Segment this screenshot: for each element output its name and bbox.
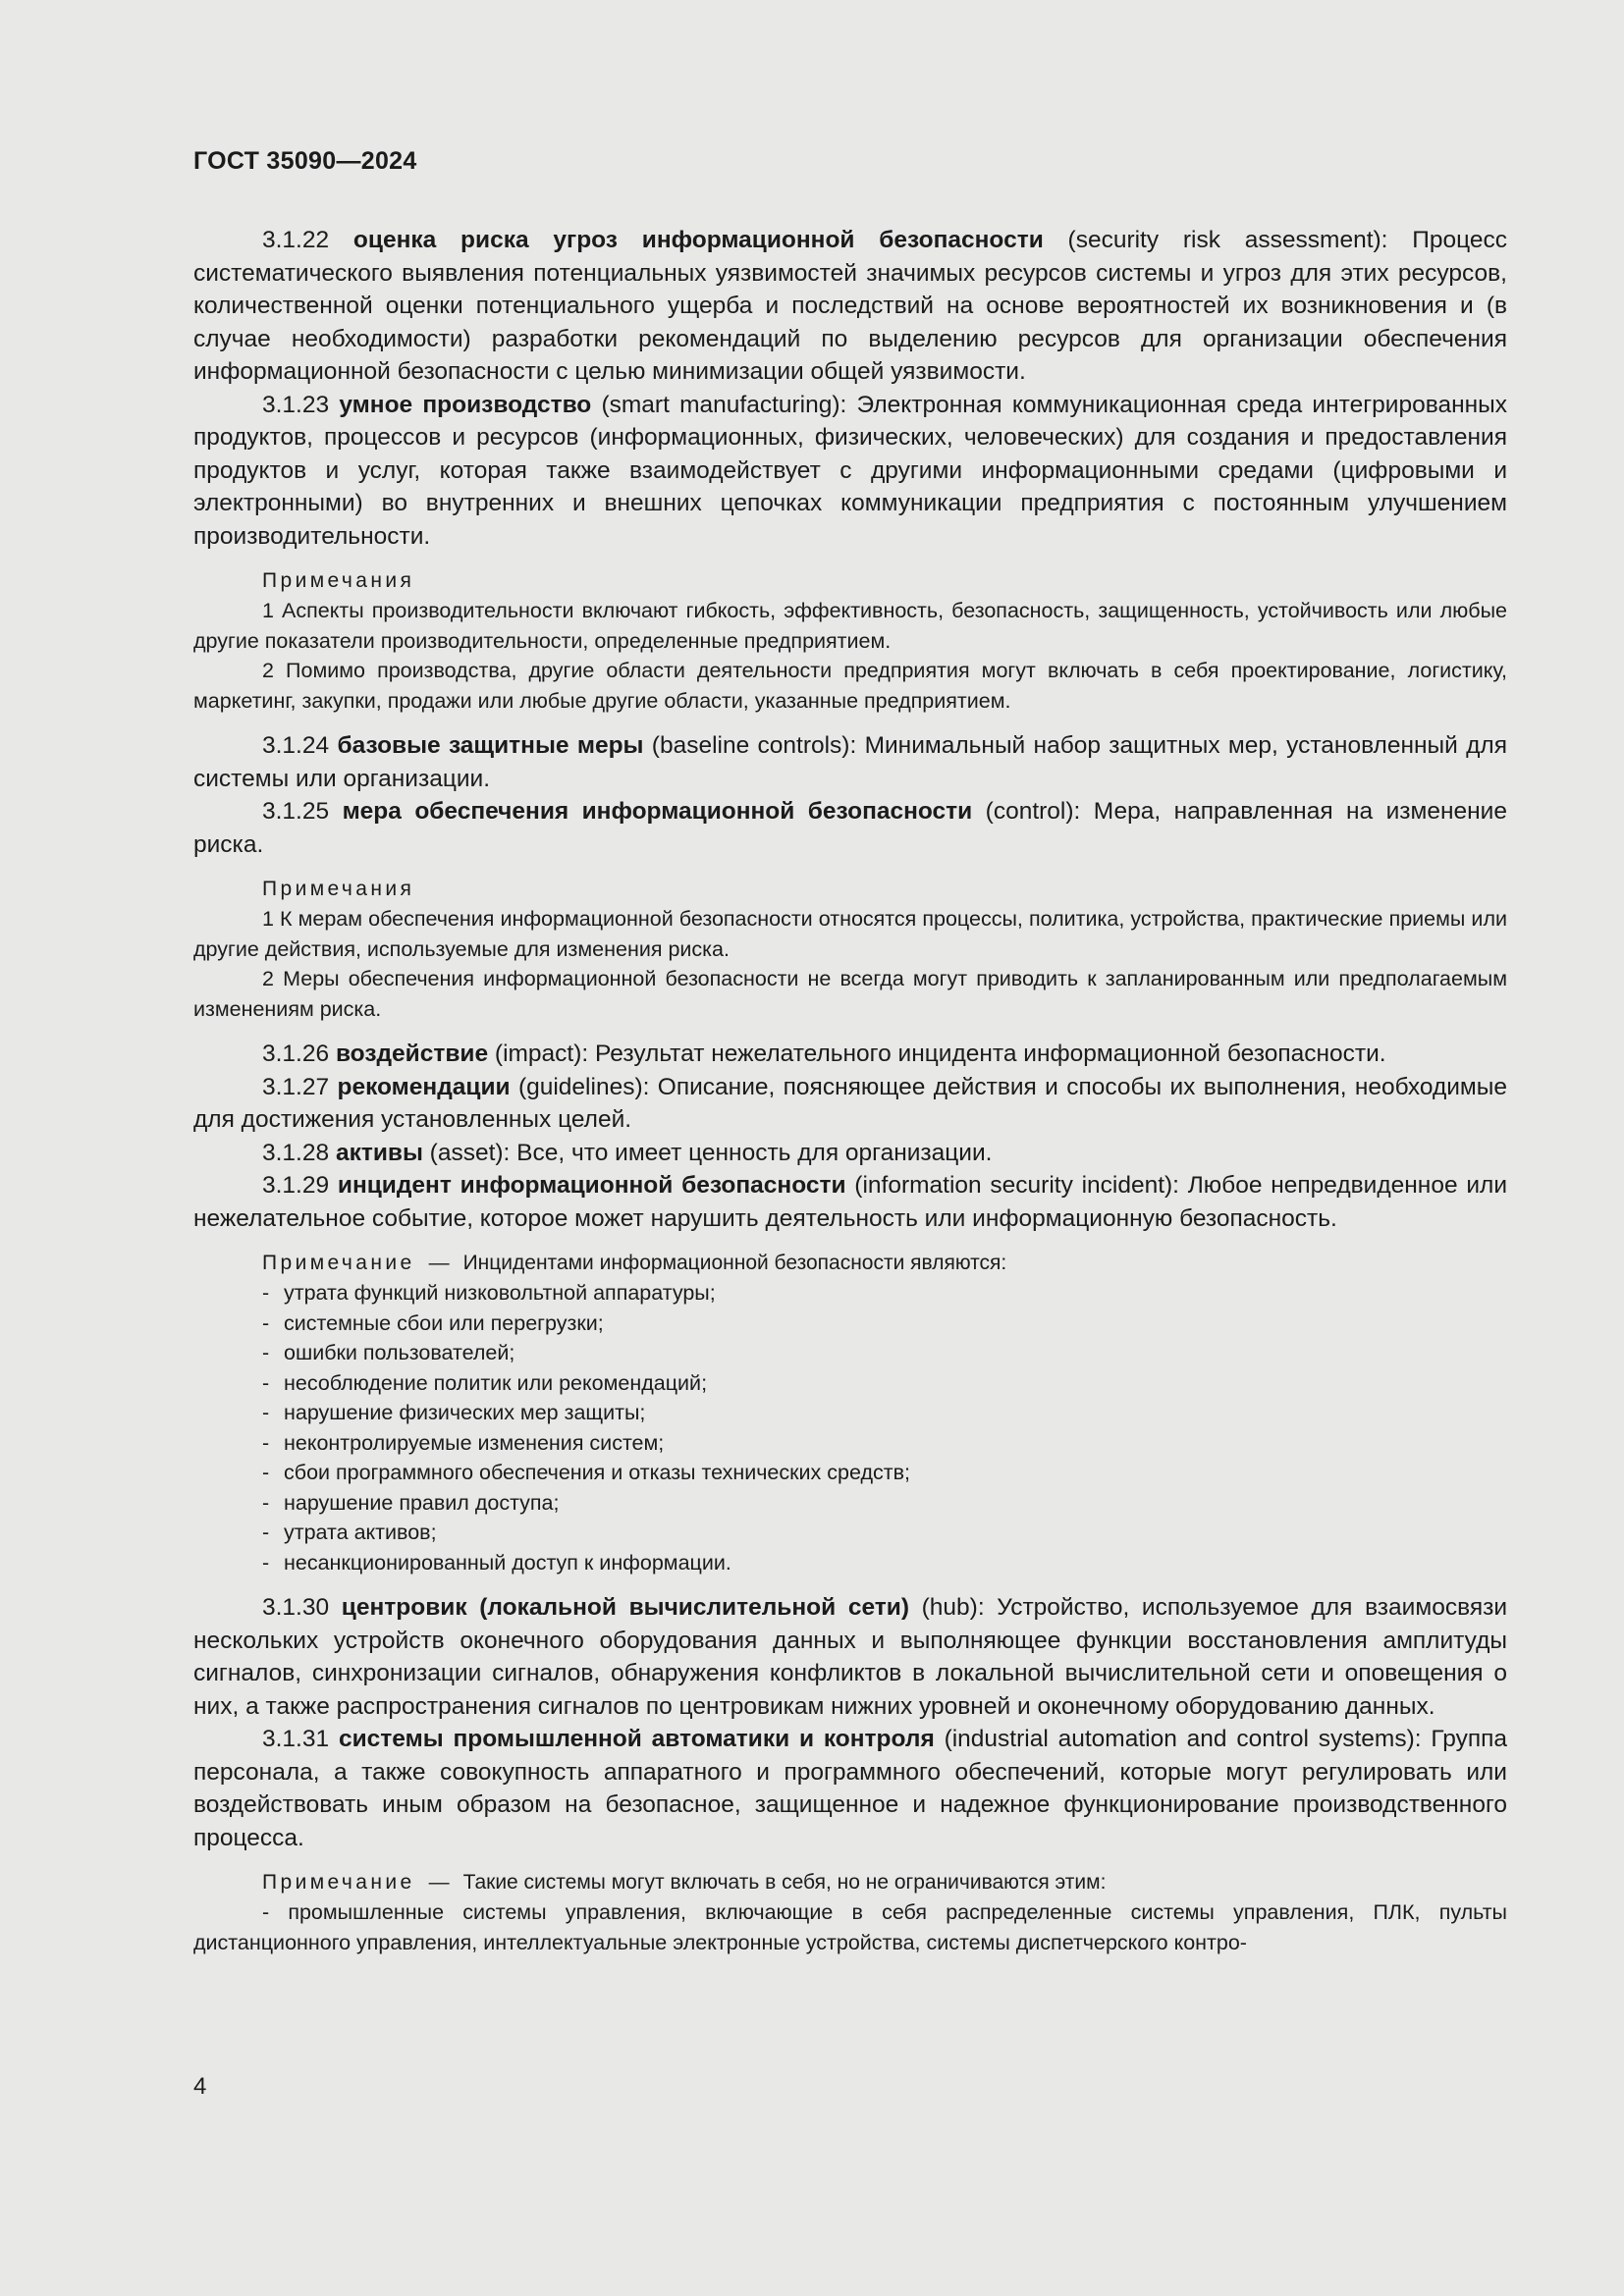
bullet-dash: - bbox=[262, 1461, 270, 1484]
term-3-1-27 bbox=[193, 1071, 1507, 1137]
bullet-dash: - bbox=[262, 1430, 270, 1455]
incident-list-text: утрата функций низковольтной аппаратуры; bbox=[284, 1281, 716, 1305]
bullet-dash: - bbox=[262, 1341, 270, 1364]
term-3-1-29 bbox=[193, 1169, 1507, 1235]
term-number: 3.1.25 bbox=[262, 798, 330, 825]
bullet-dash: - bbox=[262, 1401, 270, 1424]
note-dash: — bbox=[428, 1252, 450, 1274]
bullet-dash: - bbox=[262, 1281, 270, 1305]
notes-heading: Примечания bbox=[262, 878, 415, 900]
term-definition: (impact): Результат нежелательного инцидента информационной безопасности. bbox=[488, 1041, 1386, 1067]
term-number: 3.1.26 bbox=[262, 1041, 330, 1067]
term-definition: (information security incident): Любое непредвиденное или нежелательное событие, которое может нарушить деятельность или информационную безопасность. bbox=[193, 1172, 1508, 1232]
note-heading bbox=[262, 1868, 1507, 1897]
term-3-1-30 bbox=[193, 1591, 1507, 1723]
incident-list-item bbox=[262, 1458, 1507, 1488]
term-title: активы bbox=[335, 1139, 423, 1166]
note-intro: Такие системы могут включать в себя, но не ограничиваются этим: bbox=[462, 1871, 1107, 1894]
term-3-1-31 bbox=[193, 1723, 1507, 1854]
term-title: инцидент информационной безопасности bbox=[337, 1172, 846, 1199]
document-header: ГОСТ 35090—2024 bbox=[193, 147, 417, 175]
incident-list-item bbox=[262, 1338, 1507, 1368]
bullet-dash: - bbox=[262, 1370, 270, 1395]
incident-list-text: неконтролируемые изменения систем; bbox=[284, 1430, 665, 1455]
note-heading bbox=[262, 1249, 1507, 1278]
term-number: 3.1.23 bbox=[262, 391, 330, 418]
bullet-dash: - bbox=[262, 1310, 270, 1335]
incident-list-text: ошибки пользователей; bbox=[284, 1341, 515, 1364]
term-number: 3.1.29 bbox=[262, 1172, 330, 1199]
note-label: Примечание bbox=[262, 1252, 415, 1274]
term-3-1-23 bbox=[193, 389, 1507, 554]
term-title: умное производство bbox=[339, 391, 592, 418]
bullet-dash: - bbox=[262, 1521, 270, 1544]
incident-list-item bbox=[262, 1428, 1507, 1459]
note-item: 1 К мерам обеспечения информационной безопасности относятся процессы, политика, устройства, практические приемы или другие действия, используемые для изменения риска. bbox=[193, 907, 1507, 961]
term-3-1-26 bbox=[193, 1038, 1507, 1071]
note-item: 2 Помимо производства, другие области деятельности предприятия могут включать в себя проектирование, логистику, маркетинг, закупки, продажи или любые другие области, указанные предприятием. bbox=[193, 659, 1507, 713]
term-title: оценка риска угроз информационной безопасности bbox=[352, 227, 1044, 253]
note-dash: — bbox=[428, 1871, 450, 1894]
term-definition: (security risk assessment): Процесс систематического выявления потенциальных уязвимостей значимых ресурсов системы и угроз для этих ресурсов, количественной оценки потенциального ущерба и последствий на основе вероятностей их возникновения и (в случае необходимости) разработки рекомендаций по выделению ресурсов для организации обеспечения информационной безопасности с целью минимизации общей уязвимости. bbox=[193, 227, 1507, 385]
note-label: Примечание bbox=[262, 1871, 415, 1894]
incident-list-item bbox=[262, 1308, 1507, 1339]
term-definition: (hub): Устройство, используемое для взаимосвязи нескольких устройств оконечного оборудования данных и выполняющее функции восстановления амплитуды сигналов, синхронизации сигналов, обнаружения конфликтов в локальной вычислительной сети и оповещения о них, а также распространения сигналов по центровикам нижних уровней и оконечному оборудованию данных. bbox=[193, 1594, 1507, 1720]
document-body bbox=[193, 224, 1507, 1971]
incident-list-item bbox=[262, 1548, 1507, 1578]
term-number: 3.1.30 bbox=[262, 1594, 330, 1621]
term-definition: (smart manufacturing): Электронная коммуникационная среда интегрированных продуктов, процессов и ресурсов (информационных, физических, человеческих) для создания и предоставления продуктов и услуг, которая также взаимодействует с другими информационными средами (цифровыми и электронными) во внутренних и внешних цепочках коммуникации предприятия с постоянным улучшением производительности. bbox=[193, 391, 1507, 550]
note-item: - промышленные системы управления, включающие в себя распределенные системы управления, ПЛК, пульты дистанционного управления, интеллектуальные электронные устройства, системы диспетчерского контро- bbox=[193, 1900, 1507, 1954]
term-title: центровик (локальной вычислительной сети) bbox=[341, 1594, 909, 1621]
term-title: системы промышленной автоматики и контроля bbox=[338, 1726, 935, 1752]
term-definition: (industrial automation and control systems): Группа персонала, а также совокупность аппаратного и программного обеспечений, которые могут регулировать или воздействовать иным образом на безопасное, защищенное и надежное функционирование производственного процесса. bbox=[193, 1726, 1508, 1851]
incident-list-text: нарушение физических мер защиты; bbox=[284, 1401, 646, 1424]
incident-list-item bbox=[262, 1398, 1507, 1428]
term-number: 3.1.28 bbox=[262, 1139, 330, 1166]
term-definition: (guidelines): Описание, поясняющее действия и способы их выполнения, необходимые для достижения установленных целей. bbox=[193, 1073, 1507, 1133]
incident-list-item bbox=[262, 1518, 1507, 1548]
incident-list-text: сбои программного обеспечения и отказы технических средств; bbox=[284, 1461, 910, 1484]
incident-list-item bbox=[262, 1488, 1507, 1519]
incident-list-text: системные сбои или перегрузки; bbox=[284, 1310, 604, 1335]
term-3-1-24 bbox=[193, 729, 1507, 795]
term-number: 3.1.22 bbox=[262, 227, 330, 253]
incident-list-item bbox=[262, 1368, 1507, 1399]
term-3-1-28 bbox=[193, 1137, 1507, 1170]
term-title: мера обеспечения информационной безопасности bbox=[342, 798, 973, 825]
incident-list-item bbox=[262, 1278, 1507, 1308]
note-3-1-29 bbox=[193, 1249, 1507, 1577]
term-number: 3.1.27 bbox=[262, 1073, 330, 1100]
term-definition: (asset): Все, что имеет ценность для организации. bbox=[422, 1139, 993, 1166]
incident-list-text: несанкционированный доступ к информации. bbox=[284, 1550, 731, 1575]
note-3-1-31 bbox=[193, 1868, 1507, 1957]
page-number: 4 bbox=[193, 2073, 207, 2100]
term-definition: (baseline controls): Минимальный набор защитных мер, установленный для системы или организации. bbox=[193, 732, 1507, 792]
term-number: 3.1.24 bbox=[262, 732, 330, 759]
term-definition: (control): Мера, направленная на изменение риска. bbox=[193, 798, 1507, 858]
incident-list bbox=[193, 1278, 1507, 1577]
term-title: базовые защитные меры bbox=[337, 732, 644, 759]
term-3-1-25 bbox=[193, 795, 1507, 861]
term-title: воздействие bbox=[335, 1041, 489, 1067]
term-3-1-22 bbox=[193, 224, 1507, 389]
incident-list-text: нарушение правил доступа; bbox=[284, 1490, 560, 1515]
note-item: 1 Аспекты производительности включают гибкость, эффективность, безопасность, защищенность, устойчивость или любые другие показатели производительности, определенные предприятием. bbox=[193, 599, 1507, 653]
incident-list-text: несоблюдение политик или рекомендаций; bbox=[284, 1370, 708, 1395]
notes-heading: Примечания bbox=[262, 569, 415, 592]
note-item: 2 Меры обеспечения информационной безопасности не всегда могут приводить к запланированным или предполагаемым изменениям риска. bbox=[193, 967, 1507, 1021]
notes-3-1-23 bbox=[193, 566, 1507, 716]
term-title: рекомендации bbox=[337, 1073, 511, 1100]
bullet-dash: - bbox=[262, 1490, 270, 1515]
bullet-dash: - bbox=[262, 1550, 270, 1575]
incident-list-text: утрата активов; bbox=[284, 1521, 437, 1544]
note-intro: Инцидентами информационной безопасности являются: bbox=[462, 1252, 1007, 1274]
term-number: 3.1.31 bbox=[262, 1726, 330, 1752]
notes-3-1-25 bbox=[193, 875, 1507, 1024]
